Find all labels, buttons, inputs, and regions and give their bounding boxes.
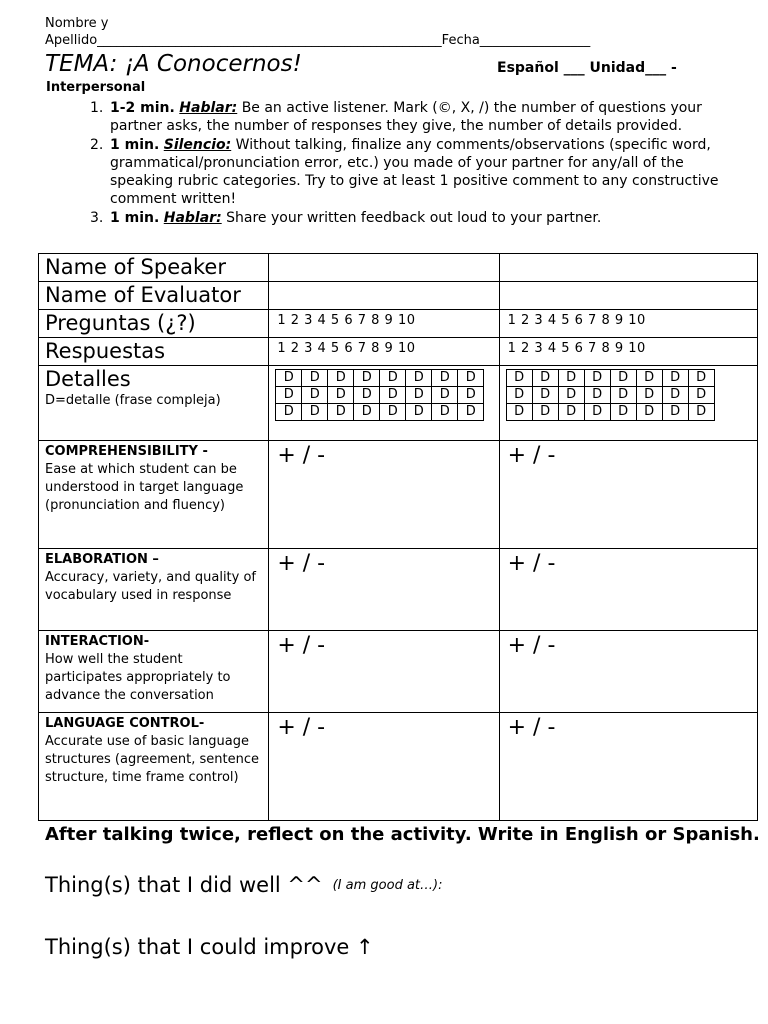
detail-box[interactable]: D <box>584 387 610 404</box>
detail-box[interactable]: D <box>354 387 380 404</box>
detail-box[interactable]: D <box>662 404 688 421</box>
detail-box[interactable]: D <box>380 387 406 404</box>
detail-box[interactable]: D <box>558 404 584 421</box>
criterion-cell <box>39 441 269 549</box>
step-text: Without talking, finalize any comments/observations (specific word, grammatical/pronunciation error, etc.) you made of your partner for any/all of the speaking rubric categories. Try to give at least 1 positive comment to any constructive comment written! <box>110 137 719 207</box>
detail-box[interactable]: D <box>432 387 458 404</box>
respuestas-scale-1[interactable]: 1 2 3 4 5 6 7 8 9 10 <box>269 338 499 366</box>
criterion-desc: Accurate use of basic language structures (agreement, sentence structure, time frame control) <box>45 734 259 785</box>
detail-box[interactable]: D <box>584 370 610 387</box>
criterion-title: INTERACTION- <box>45 634 150 649</box>
step-number: 3. <box>90 210 104 226</box>
respuestas-row <box>39 338 758 366</box>
detail-box[interactable]: D <box>636 370 662 387</box>
detail-box[interactable]: D <box>688 387 714 404</box>
detail-box[interactable]: D <box>458 404 484 421</box>
did-well-prompt[interactable] <box>45 873 442 897</box>
criterion-row <box>39 713 758 821</box>
criterion-row <box>39 441 758 549</box>
step-number: 1. <box>90 100 104 116</box>
detail-grid[interactable] <box>275 369 484 421</box>
detail-grid-row <box>276 387 484 404</box>
detail-box[interactable]: D <box>506 387 532 404</box>
preguntas-label: Preguntas (¿?) <box>39 310 269 338</box>
speaker-field-1[interactable] <box>269 254 499 282</box>
detail-box[interactable]: D <box>354 370 380 387</box>
detail-box[interactable]: D <box>276 404 302 421</box>
detail-box[interactable]: D <box>636 404 662 421</box>
score-mark-2[interactable]: + / - <box>499 713 757 821</box>
detail-grid-row <box>276 370 484 387</box>
score-mark-1[interactable]: + / - <box>269 441 499 549</box>
detail-box[interactable]: D <box>458 387 484 404</box>
detail-grid-row <box>506 370 714 387</box>
criterion-row <box>39 631 758 713</box>
preguntas-row <box>39 310 758 338</box>
detail-box[interactable]: D <box>558 387 584 404</box>
name-date-line[interactable]: Apellido_____________________________________________________Fecha_________________ <box>45 33 591 48</box>
detail-box[interactable]: D <box>276 370 302 387</box>
criterion-desc: Ease at which student can be understood in target language (pronunciation and fluency) <box>45 462 244 513</box>
detail-box[interactable]: D <box>302 370 328 387</box>
respuestas-scale-2[interactable]: 1 2 3 4 5 6 7 8 9 10 <box>499 338 757 366</box>
preguntas-scale-2[interactable]: 1 2 3 4 5 6 7 8 9 10 <box>499 310 757 338</box>
score-mark-2[interactable]: + / - <box>499 549 757 631</box>
criterion-cell <box>39 549 269 631</box>
detail-box[interactable]: D <box>662 370 688 387</box>
criterion-title: LANGUAGE CONTROL- <box>45 716 205 731</box>
detail-box[interactable]: D <box>302 387 328 404</box>
detail-box[interactable]: D <box>558 370 584 387</box>
detail-box[interactable]: D <box>406 387 432 404</box>
detail-box[interactable]: D <box>688 370 714 387</box>
step-verb: Hablar: <box>163 210 222 226</box>
detail-box[interactable]: D <box>328 370 354 387</box>
preguntas-scale-1[interactable]: 1 2 3 4 5 6 7 8 9 10 <box>269 310 499 338</box>
detail-box[interactable]: D <box>610 387 636 404</box>
detalles-grid-cell-2 <box>499 366 757 441</box>
rubric-table <box>38 253 758 821</box>
evaluator-field-2[interactable] <box>499 282 757 310</box>
did-well-note: (I am good at…): <box>332 878 443 893</box>
detail-box[interactable]: D <box>380 370 406 387</box>
detail-box[interactable]: D <box>328 404 354 421</box>
did-well-label: Thing(s) that I did well ^^ <box>45 873 323 897</box>
improve-prompt[interactable]: Thing(s) that I could improve ↑ <box>45 935 374 959</box>
step-text: Be an active listener. Mark (©, X, /) the number of questions your partner asks, the number of responses they give, the number of details provided. <box>110 100 702 134</box>
criterion-desc: How well the student participates appropriately to advance the conversation <box>45 652 231 703</box>
score-mark-2[interactable]: + / - <box>499 441 757 549</box>
step-text: Share your written feedback out loud to your partner. <box>226 210 602 226</box>
detail-grid[interactable] <box>506 369 715 421</box>
respuestas-label: Respuestas <box>39 338 269 366</box>
detalles-cell <box>39 366 269 441</box>
speaker-label: Name of Speaker <box>39 254 269 282</box>
step-time: 1 min. <box>110 210 160 226</box>
step-verb: Silencio: <box>163 137 232 153</box>
detail-box[interactable]: D <box>532 404 558 421</box>
detail-box[interactable]: D <box>610 404 636 421</box>
detalles-sublabel: D=detalle (frase compleja) <box>45 393 221 408</box>
detalles-label: Detalles <box>45 367 131 391</box>
score-mark-1[interactable]: + / - <box>269 631 499 713</box>
name-label: Nombre y <box>45 16 109 31</box>
instruction-step-3 <box>90 209 730 227</box>
detail-box[interactable]: D <box>406 404 432 421</box>
score-mark-1[interactable]: + / - <box>269 713 499 821</box>
detail-box[interactable]: D <box>584 404 610 421</box>
step-time: 1-2 min. <box>110 100 175 116</box>
evaluator-label: Name of Evaluator <box>39 282 269 310</box>
speaker-row <box>39 254 758 282</box>
instruction-step-2 <box>90 136 730 208</box>
detail-box[interactable]: D <box>328 387 354 404</box>
espanol-unidad-line[interactable]: Español ___ Unidad___ - <box>497 60 677 76</box>
evaluator-field-1[interactable] <box>269 282 499 310</box>
reflection-heading: After talking twice, reflect on the activity. Write in English or Spanish. <box>45 824 760 845</box>
step-verb: Hablar: <box>179 100 238 116</box>
detail-box[interactable]: D <box>610 370 636 387</box>
criterion-cell <box>39 713 269 821</box>
detail-box[interactable]: D <box>458 370 484 387</box>
criterion-row <box>39 549 758 631</box>
step-number: 2. <box>90 137 104 153</box>
speaker-field-2[interactable] <box>499 254 757 282</box>
detail-box[interactable]: D <box>276 387 302 404</box>
detalles-grid-cell-1 <box>269 366 499 441</box>
score-mark-1[interactable]: + / - <box>269 549 499 631</box>
detail-box[interactable]: D <box>432 404 458 421</box>
page-title: TEMA: ¡A Conocernos! <box>45 51 302 77</box>
detail-box[interactable]: D <box>532 387 558 404</box>
criterion-title: COMPREHENSIBILITY - <box>45 444 208 459</box>
detail-box[interactable]: D <box>302 404 328 421</box>
detail-box[interactable]: D <box>532 370 558 387</box>
detail-grid-row <box>506 387 714 404</box>
detail-box[interactable]: D <box>406 370 432 387</box>
detalles-row <box>39 366 758 441</box>
detail-box[interactable]: D <box>380 404 406 421</box>
criterion-title: ELABORATION – <box>45 552 159 567</box>
detail-box[interactable]: D <box>506 404 532 421</box>
instruction-list <box>90 99 730 227</box>
evaluator-row <box>39 282 758 310</box>
detail-box[interactable]: D <box>688 404 714 421</box>
detail-box[interactable]: D <box>662 387 688 404</box>
criterion-cell <box>39 631 269 713</box>
score-mark-2[interactable]: + / - <box>499 631 757 713</box>
detail-grid-row <box>506 404 714 421</box>
detail-grid-row <box>276 404 484 421</box>
section-label: Interpersonal <box>46 80 146 95</box>
criterion-desc: Accuracy, variety, and quality of vocabulary used in response <box>45 570 257 603</box>
detail-box[interactable]: D <box>636 387 662 404</box>
detail-box[interactable]: D <box>354 404 380 421</box>
step-time: 1 min. <box>110 137 160 153</box>
detail-box[interactable]: D <box>506 370 532 387</box>
detail-box[interactable]: D <box>432 370 458 387</box>
instruction-step-1 <box>90 99 730 135</box>
